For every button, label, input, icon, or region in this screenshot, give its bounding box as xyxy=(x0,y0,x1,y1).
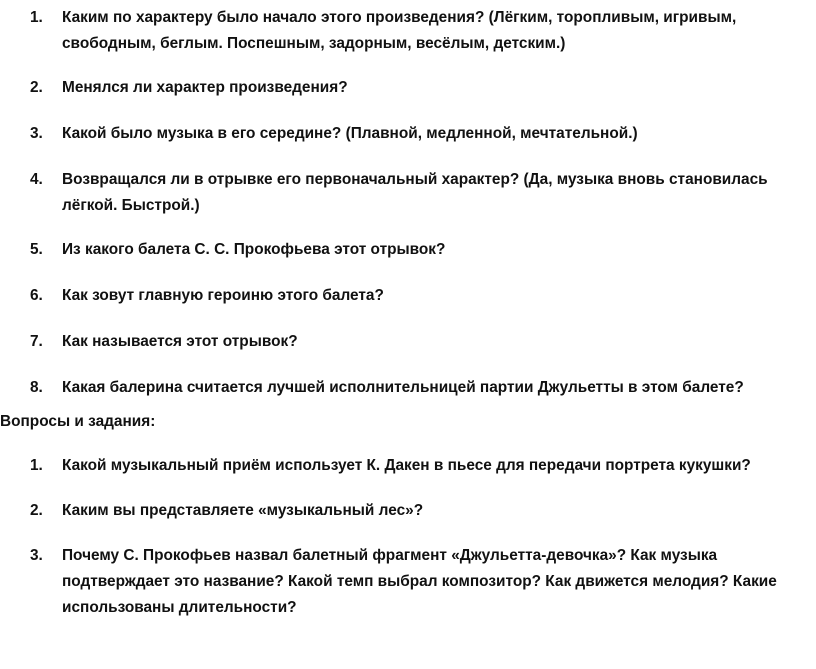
list-item xyxy=(0,237,816,263)
question-list-1 xyxy=(0,5,816,421)
section-heading: Вопросы и задания: xyxy=(0,413,156,430)
item-number: 3. xyxy=(30,547,43,564)
item-text: Какая балерина считается лучшей исполнительницей партии Джульетты в этом балете? xyxy=(62,379,744,396)
item-text: Каким по характеру было начало этого произведения? (Лёгким, торопливым, игривым, свободным, беглым. Поспешным, задорным, весёлым, детским.) xyxy=(62,9,737,52)
item-text: Менялся ли характер произведения? xyxy=(62,79,348,96)
list-item xyxy=(0,75,816,101)
list-item xyxy=(0,498,816,524)
item-number: 4. xyxy=(30,171,43,188)
list-item xyxy=(0,167,816,219)
item-number: 8. xyxy=(30,379,43,396)
question-list-2 xyxy=(0,453,816,640)
item-number: 2. xyxy=(30,79,43,96)
item-text: Каким вы представляете «музыкальный лес»? xyxy=(62,502,424,519)
item-number: 7. xyxy=(30,333,43,350)
item-number: 5. xyxy=(30,241,43,258)
item-text: Почему С. Прокофьев назвал балетный фрагмент «Джульетта-девочка»? Как музыка подтверждает это название? Какой темп выбрал композитор? Как движется мелодия? Какие использованы длительности? xyxy=(62,547,777,616)
item-number: 6. xyxy=(30,287,43,304)
list-item xyxy=(0,5,816,57)
list-item xyxy=(0,329,816,355)
item-number: 2. xyxy=(30,502,43,519)
list-item xyxy=(0,453,816,479)
item-number: 3. xyxy=(30,125,43,142)
item-text: Как называется этот отрывок? xyxy=(62,333,298,350)
item-number: 1. xyxy=(30,457,43,474)
item-text: Из какого балета С. С. Прокофьева этот отрывок? xyxy=(62,241,446,258)
item-text: Какой было музыка в его середине? (Плавной, медленной, мечтательной.) xyxy=(62,125,638,142)
list-item xyxy=(0,283,816,309)
item-number: 1. xyxy=(30,9,43,26)
item-text: Возвращался ли в отрывке его первоначальный характер? (Да, музыка вновь становилась лёгкой. Быстрой.) xyxy=(62,171,768,214)
item-text: Какой музыкальный приём использует К. Дакен в пьесе для передачи портрета кукушки? xyxy=(62,457,751,474)
item-text: Как зовут главную героиню этого балета? xyxy=(62,287,384,304)
list-item xyxy=(0,121,816,147)
list-item xyxy=(0,375,816,401)
list-item xyxy=(0,543,816,621)
